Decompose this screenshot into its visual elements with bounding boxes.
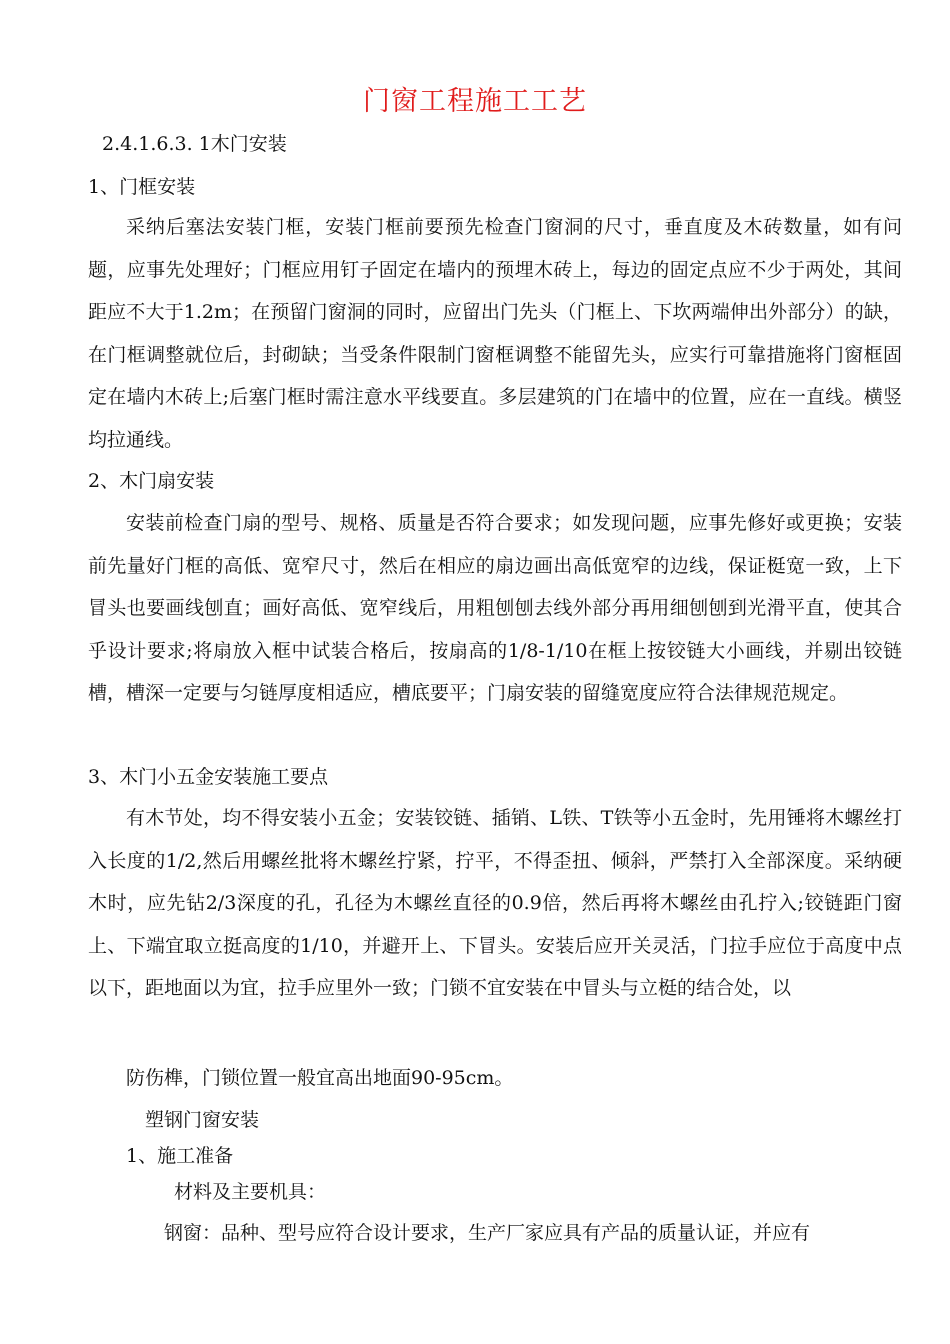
paragraph-door-frame: 采纳后塞法安装门框，安装门框前要预先检查门窗洞的尺寸，垂直度及木砖数量，如有问题，应事先处理好；门框应用钉子固定在墙内的预埋木砖上，每边的固定点应不少于两处，其间距应不大于1.2m；在预留门窗洞的同时，应留出门先头（门框上、下坎两端伸出外部分）的缺，在门框调整就位后，封砌缺；当受条件限制门窗框调整不能留先头，应实行可靠措施将门窗框固定在墙内木砖上;后塞门框时需注意水平线要直。多层建筑的门在墙中的位置，应在一直线。横竖均拉通线。 <box>88 216 902 451</box>
heading-door-leaf: 2、木门扇安装 <box>88 470 215 492</box>
paragraph-steel-windows: 钢窗：品种、型号应符合设计要求，生产厂家应具有产品的质量认证，并应有 <box>164 1222 811 1244</box>
heading-plastic-steel-windows: 塑钢门窗安装 <box>145 1109 260 1131</box>
paragraph-hardware-continued: 防伤榫，门锁位置一般宜高出地面90-95cm。 <box>126 1067 514 1089</box>
heading-materials-tools: 材料及主要机具： <box>174 1181 327 1203</box>
heading-door-frame: 1、门框安装 <box>88 176 196 198</box>
heading-hardware: 3、木门小五金安装施工要点 <box>88 766 329 788</box>
heading-construction-prep: 1、施工准备 <box>126 1145 234 1167</box>
document-title: 门窗工程施工工艺 <box>363 86 587 117</box>
section-number-heading: 2.4.1.6.3. 1木门安装 <box>102 133 287 155</box>
paragraph-door-leaf: 安装前检查门扇的型号、规格、质量是否符合要求；如发现问题，应事先修好或更换；安装前先量好门框的高低、宽窄尺寸，然后在相应的扇边画出高低宽窄的边线，保证梃宽一致，上下冒头也要画线刨直；画好高低、宽窄线后，用粗刨刨去线外部分再用细刨刨到光滑平直，使其合乎设计要求;将扇放入框中试装合格后，按扇高的1/8-1/10在框上按铰链大小画线，并剔出铰链槽，槽深一定要与匀链厚度相适应，槽底要平；门扇安装的留缝宽度应符合法律规范规定。 <box>88 512 902 704</box>
paragraph-hardware: 有木节处，均不得安装小五金；安装铰链、插销、L铁、T铁等小五金时，先用锤将木螺丝打入长度的1/2,然后用螺丝批将木螺丝拧紧，拧平，不得歪扭、倾斜，严禁打入全部深度。采纳硬木时，应先钻2/3深度的孔，孔径为木螺丝直径的0.9倍，然后再将木螺丝由孔拧入;铰链距门窗上、下端宜取立挺高度的1/10，并避开上、下冒头。安装后应开关灵活，门拉手应位于高度中点以下，距地面以为宜，拉手应里外一致；门锁不宜安装在中冒头与立梃的结合处，以 <box>88 807 902 999</box>
